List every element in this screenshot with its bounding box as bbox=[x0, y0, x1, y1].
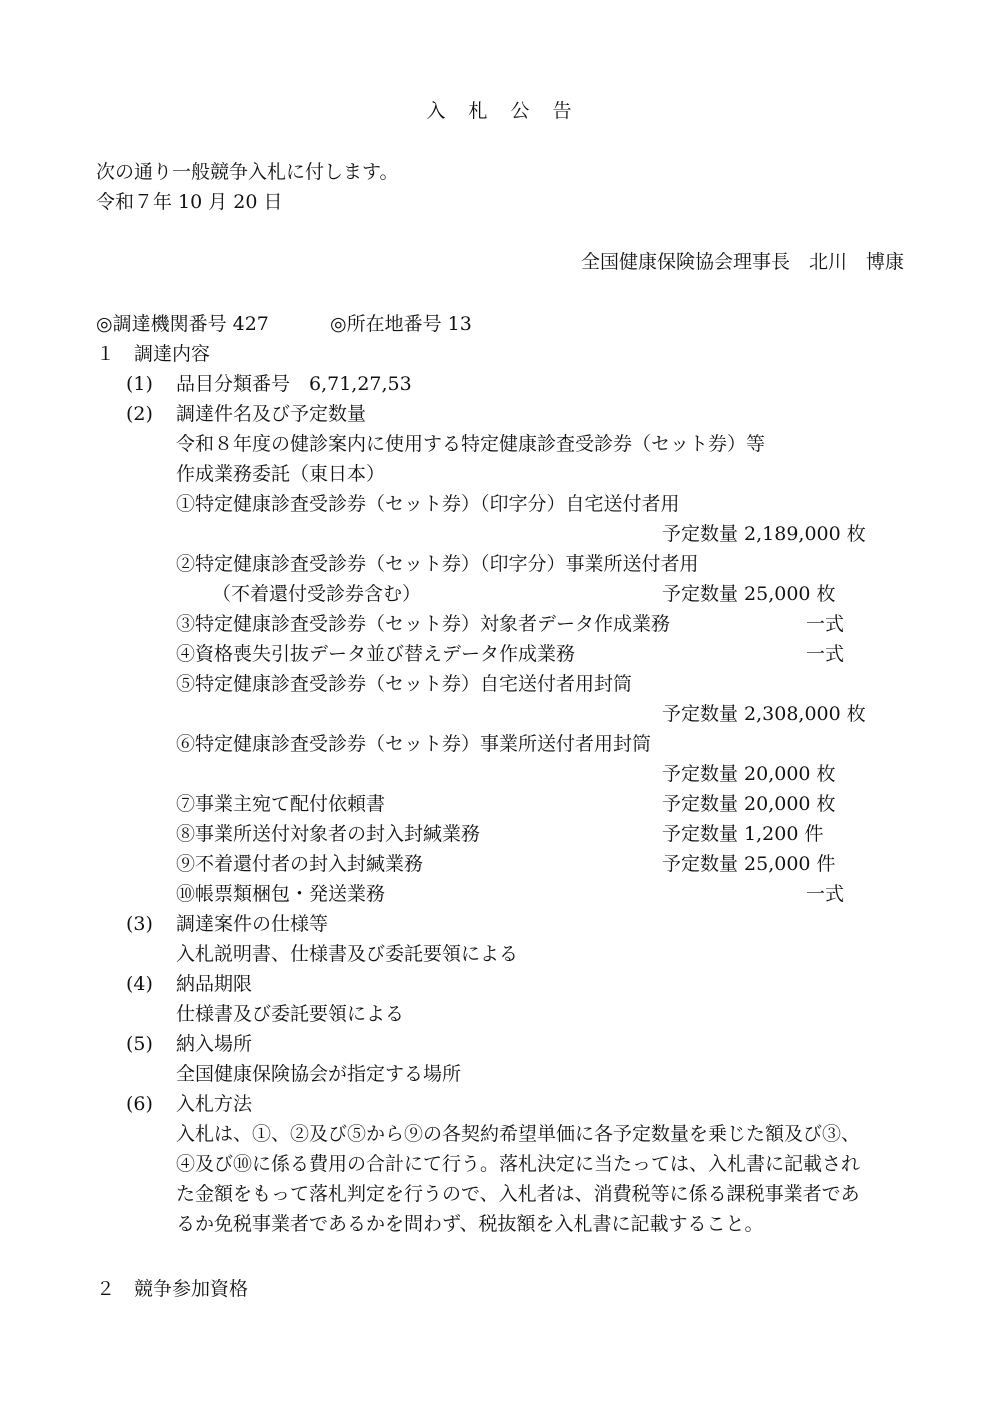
intro-text: 次の通り一般競争入札に付します。 bbox=[96, 161, 399, 183]
notice-date: 令和７年 10 月 20 日 bbox=[96, 191, 283, 213]
item-4-label: 納品期限 bbox=[176, 973, 253, 995]
item-6-body-line: ④及び⑩に係る費用の合計にて行う。落札決定に当たっては、入札書に記載され bbox=[176, 1153, 861, 1175]
section-2-heading: ２ 競争参加資格 bbox=[96, 1278, 249, 1300]
procurement-name-line: 作成業務委託（東日本） bbox=[176, 463, 386, 485]
item-5-body: 全国健康保険協会が指定する場所 bbox=[176, 1063, 462, 1085]
quantity-item-text: ⑤特定健康診査受診券（セット券）自宅送付者用封筒 bbox=[176, 673, 633, 695]
agency-number: ◎調達機関番号 427 bbox=[96, 313, 269, 335]
quantity-value: 予定数量 1,200 件 bbox=[662, 823, 824, 845]
section-1-heading: １ 調達内容 bbox=[96, 343, 211, 365]
item-3-label: 調達案件の仕様等 bbox=[176, 913, 329, 935]
item-6-body-line: るか免税事業者であるかを問わず、税抜額を入札書に記載すること。 bbox=[176, 1213, 764, 1235]
lump-sum-value: 一式 bbox=[806, 643, 845, 665]
procurement-name-line: 令和８年度の健診案内に使用する特定健康診査受診券（セット券）等 bbox=[176, 433, 766, 455]
item-6-number: (6) bbox=[126, 1093, 153, 1115]
item-4-number: (4) bbox=[126, 973, 153, 995]
item-5-number: (5) bbox=[126, 1033, 153, 1055]
quantity-value: 予定数量 20,000 枚 bbox=[662, 763, 836, 785]
quantity-value: 予定数量 25,000 件 bbox=[662, 853, 836, 875]
item-1-number: (1) bbox=[126, 373, 153, 395]
item-2-label: 調達件名及び予定数量 bbox=[176, 403, 367, 425]
quantity-item-text: ⑥特定健康診査受診券（セット券）事業所送付者用封筒 bbox=[176, 733, 652, 755]
item-6-body-line: た金額をもって落札判定を行うので、入札者は、消費税等に係る課税事業者であ bbox=[176, 1183, 860, 1205]
quantity-item-text: ④資格喪失引抜データ並び替えデータ作成業務 bbox=[176, 643, 576, 665]
quantity-value: 予定数量 20,000 枚 bbox=[662, 793, 836, 815]
quantity-item-text: ⑨不着還付者の封入封緘業務 bbox=[176, 853, 424, 875]
item-3-number: (3) bbox=[126, 913, 153, 935]
issuer: 全国健康保険協会理事長 北川 博康 bbox=[580, 251, 904, 273]
item-5-label: 納入場所 bbox=[176, 1033, 253, 1055]
item-4-body: 仕様書及び委託要領による bbox=[176, 1003, 405, 1025]
quantity-item-text: ⑦事業主宛て配付依頼書 bbox=[176, 793, 386, 815]
location-number: ◎所在地番号 13 bbox=[330, 313, 472, 335]
page-title: 入 札 公 告 bbox=[426, 100, 574, 122]
quantity-item-text: ⑧事業所送付対象者の封入封緘業務 bbox=[176, 823, 481, 845]
quantity-value: 予定数量 2,189,000 枚 bbox=[662, 523, 866, 545]
quantity-item-text: ⑩帳票類梱包・発送業務 bbox=[176, 883, 386, 905]
quantity-value: 予定数量 2,308,000 枚 bbox=[662, 703, 866, 725]
item-6-label: 入札方法 bbox=[176, 1093, 253, 1115]
quantity-value: 予定数量 25,000 枚 bbox=[662, 583, 836, 605]
item-1-label: 品目分類番号 6,71,27,53 bbox=[176, 373, 412, 395]
quantity-item-text: ①特定健康診査受診券（セット券）（印字分）自宅送付者用 bbox=[176, 493, 680, 515]
quantity-item-text: ②特定健康診査受診券（セット券）（印字分）事業所送付者用 bbox=[176, 553, 699, 575]
item-3-body: 入札説明書、仕様書及び委託要領による bbox=[176, 943, 519, 965]
quantity-item-text: ③特定健康診査受診券（セット券）対象者データ作成業務 bbox=[176, 613, 671, 635]
item-2-number: (2) bbox=[126, 403, 153, 425]
lump-sum-value: 一式 bbox=[806, 613, 845, 635]
item-6-body-line: 入札は、①、②及び⑤から⑨の各契約希望単価に各予定数量を乗じた額及び③、 bbox=[176, 1123, 861, 1145]
quantity-item-note: （不着還付受診券含む） bbox=[212, 583, 422, 605]
lump-sum-value: 一式 bbox=[806, 883, 845, 905]
